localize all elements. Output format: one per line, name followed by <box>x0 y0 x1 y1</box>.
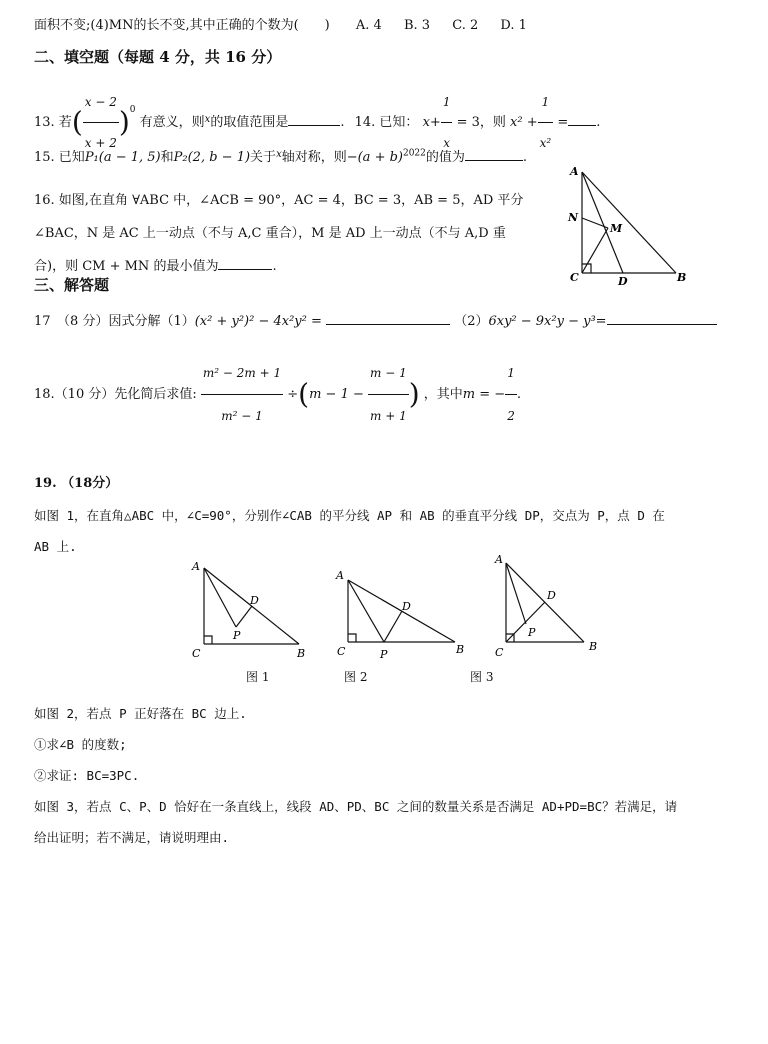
q13-answer-blank <box>288 125 340 126</box>
q16-text: 16. 如图,在直角 ∀ABC 中，∠ACB = 90°，AC = 4，BC = 3，AB = 5，AD 平分 ∠BAC，N 是 AC 上一动点（不与 A,C 重合），M 是 AD 上一动点（不与 A,D 重 合)，则 CM + MN 的最小值为 . <box>34 193 524 274</box>
q19-figure-1 <box>186 558 316 664</box>
q18-fraction-1: $\frac{\text{m² − 2m + 1}}{\text{m² − 1}}$ <box>201 352 283 437</box>
option-b: B. 3 <box>403 18 431 33</box>
q19-title: 19. （18分） <box>34 476 119 491</box>
fig2-perp-dp <box>384 611 402 642</box>
svg-text:P: P <box>380 648 388 661</box>
option-d: D. 1 <box>500 18 527 33</box>
q18-fraction-2: $\frac{m - 1}{m + 1}$ <box>368 352 409 437</box>
section2-title: 二、填空题（每题 4 分，共 16 分） <box>34 48 282 66</box>
svg-text:D: D <box>402 600 411 613</box>
q16-answer-blank <box>218 269 272 270</box>
fig1-perp-dp <box>236 606 252 627</box>
q19-figure-3 <box>488 550 608 662</box>
fig3-bisector-ap <box>506 563 526 624</box>
q16-segment-cm <box>582 228 608 273</box>
q14-fraction-1: $\frac{1}{x}$ <box>441 82 453 163</box>
svg-text:B: B <box>297 647 306 660</box>
svg-text:C: C <box>495 646 504 659</box>
q16-figure <box>564 162 694 290</box>
q16-label-m: M <box>610 222 623 235</box>
svg-text:C: C <box>337 645 346 658</box>
option-a: A. 4 <box>355 18 382 33</box>
q16-label-b: B <box>677 271 687 284</box>
q18-fraction-half: $\frac{1}{2}$ <box>505 352 517 437</box>
svg-text:P: P <box>528 626 536 639</box>
q17-line: 17 （8 分）因式分解（1）(x² + y²)² − 4x²y² = （2）6xy² − 9x²y − y³= <box>34 310 717 329</box>
fig3-caption: 图 3 <box>470 670 494 684</box>
svg-text:B: B <box>589 640 598 653</box>
q16-label-a: A <box>570 165 579 178</box>
q12-tail: 面积不变;(4)MN的长不变,其中正确的个数为( ) A. 4 B. 3 C. 2 D. 1 <box>34 18 527 33</box>
section3-title: 三、解答题 <box>34 276 110 294</box>
q18-line: 18.（10 分）先化简后求值: $\frac{\text{m² − 2m + 1}}{\text{m² − 1}}$ ÷(m − 1 − $\frac{m - 1}{m + 1}$ ) ，其中m = − $\frac{1}{2}$ . <box>34 352 521 437</box>
q13-q14-line: 13. 若( $\frac{x - 2}{x + 2}$ )$^0$ 有意义，则$^x$的取值范围是 . 14. 已知： x+ $\frac{1}{x}$ = 3，则 x² + $\frac{1}{\text{x²}}$ = . <box>34 82 600 163</box>
q17-answer-blank-1 <box>326 324 450 325</box>
svg-text:P: P <box>233 629 241 642</box>
svg-text:A: A <box>192 560 200 573</box>
q19-parts: 如图 2，若点 P 正好落在 BC 边上. ①求∠B 的度数; ②求证: BC=3PC. 如图 3，若点 C、P、D 恰好在一条直线上，线段 AD、PD、BC 之间的数量关系是否满足 AD+PD=BC？若满足，请 给出证明；若不满足，请说明理由. <box>34 706 678 845</box>
svg-text:D: D <box>250 594 259 607</box>
q16-segment-nm <box>582 218 608 228</box>
q16-side-ab <box>582 172 676 273</box>
q14-answer-blank <box>568 125 596 126</box>
fig1-bisector-ap <box>204 568 236 627</box>
svg-text:D: D <box>547 589 556 602</box>
fig1-caption: 图 1 <box>246 670 270 684</box>
option-c: C. 2 <box>452 18 479 33</box>
fig2-bisector-ap <box>348 580 384 642</box>
q14-fraction-2: $\frac{1}{\text{x²}}$ <box>538 82 554 163</box>
fig2-caption: 图 2 <box>344 670 368 684</box>
q16-label-c: C <box>570 271 579 284</box>
svg-text:B: B <box>456 643 465 656</box>
q17-answer-blank-2 <box>607 324 717 325</box>
q15-line: 15. 已知P₁(a − 1, 5)和P₂(2, b − 1)关于$^x$轴对称，则$-(a + b)^{2022}$的值为 . <box>34 148 528 165</box>
q19-intro: 如图 1，在直角△ABC 中，∠C=90°，分别作∠CAB 的平分线 AP 和 AB 的垂直平分线 DP，交点为 P，点 D 在 AB 上. <box>34 508 665 554</box>
q16-label-d: D <box>618 275 628 288</box>
q19-figure-2 <box>330 562 480 666</box>
svg-text:A: A <box>336 569 344 582</box>
svg-text:C: C <box>192 647 201 660</box>
svg-text:A: A <box>495 553 503 566</box>
q15-answer-blank <box>465 160 523 161</box>
fig3-line-cpd <box>506 602 545 642</box>
q13-fraction: $\frac{x - 2}{x + 2}$ <box>83 82 119 163</box>
q16-label-n: N <box>568 211 579 224</box>
